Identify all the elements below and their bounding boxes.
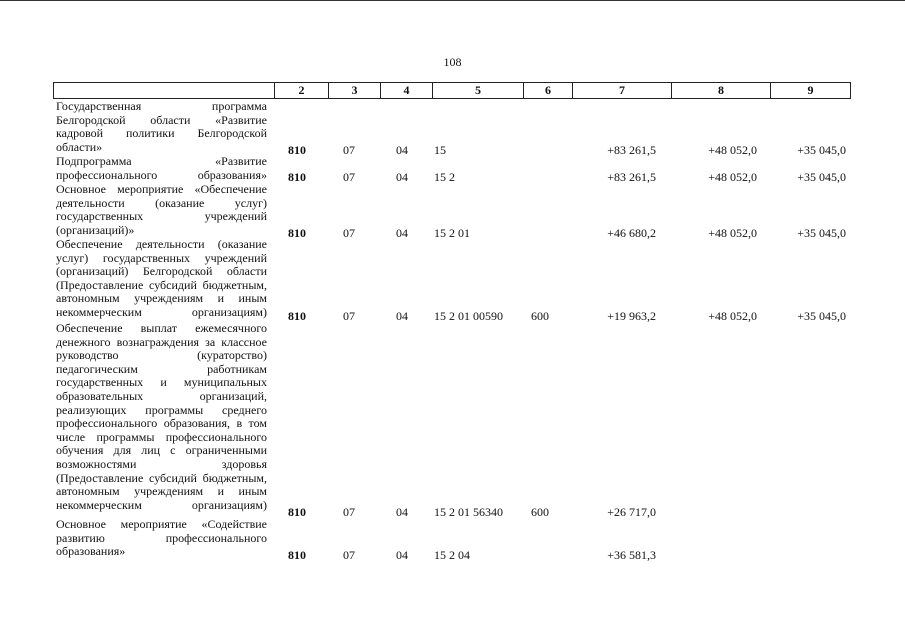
row-col-2: 810 — [288, 309, 306, 323]
header-row — [54, 83, 851, 99]
row-col-4: 04 — [396, 226, 408, 240]
row-col-3: 07 — [343, 309, 355, 323]
row-col-3: 07 — [343, 548, 355, 562]
column-header-table — [53, 82, 851, 99]
row-description: Обеспечение выплат ежемесячного денежного вознаграждения за классное руководство (кураторство) педагогическим работникам государственных и муниципальных образовательных организаций, реализующих программы среднего профессионального образования, в том числе программы профессионального обучения для лиц с ограниченными возможностями здоровья (Предоставление субсидий бюджетным, автономным учреждениям и иным некоммерческим организациям) — [56, 321, 267, 512]
row-col-4: 04 — [396, 505, 408, 519]
row-col-5: 15 — [434, 143, 446, 157]
row-col-4: 04 — [396, 309, 408, 323]
row-description: Подпрограмма «Развитие профессионального образования» — [56, 154, 267, 182]
row-col-7: +26 717,0 — [607, 505, 656, 519]
header-col-4: 4 — [381, 83, 433, 99]
row-col-8: +48 052,0 — [708, 226, 757, 240]
row-col-3: 07 — [343, 505, 355, 519]
header-col-3: 3 — [329, 83, 381, 99]
row-description: Основное мероприятие «Содействие развитию профессионального образования» — [56, 517, 267, 559]
row-col-9: +35 045,0 — [797, 143, 846, 157]
row-col-2: 810 — [288, 143, 306, 157]
row-col-5: 15 2 01 56340 — [434, 505, 503, 519]
row-col-5: 15 2 01 — [434, 226, 470, 240]
row-description: Обеспечение деятельности (оказание услуг) государственных учреждений (организаций) Белгородской области (Предоставление субсидий бюджетным, автономным учреждениям и иным некоммерческим организациям) — [56, 237, 267, 319]
row-col-2: 810 — [288, 226, 306, 240]
header-col-1 — [54, 83, 275, 99]
header-col-8: 8 — [672, 83, 771, 99]
row-col-7: +36 581,3 — [607, 548, 656, 562]
row-col-4: 04 — [396, 170, 408, 184]
top-rule — [0, 0, 905, 1]
row-col-5: 15 2 01 00590 — [434, 309, 503, 323]
row-description: Основное мероприятие «Обеспечение деятельности (оказание услуг) государственных учреждений (организаций)» — [56, 182, 267, 237]
row-col-5: 15 2 04 — [434, 548, 470, 562]
page-number: 108 — [443, 55, 462, 69]
row-col-3: 07 — [343, 170, 355, 184]
row-col-7: +46 680,2 — [607, 226, 656, 240]
row-col-7: +83 261,5 — [607, 143, 656, 157]
row-col-7: +83 261,5 — [607, 170, 656, 184]
row-col-5: 15 2 — [434, 170, 455, 184]
row-description: Государственная программа Белгородской области «Развитие кадровой политики Белгородской области» — [56, 99, 267, 154]
row-col-2: 810 — [288, 170, 306, 184]
row-col-8: +48 052,0 — [708, 143, 757, 157]
row-col-6: 600 — [531, 505, 549, 519]
row-col-4: 04 — [396, 548, 408, 562]
row-col-7: +19 963,2 — [607, 309, 656, 323]
header-col-2: 2 — [275, 83, 329, 99]
row-col-6: 600 — [531, 309, 549, 323]
row-col-2: 810 — [288, 548, 306, 562]
header-col-6: 6 — [524, 83, 573, 99]
row-col-8: +48 052,0 — [708, 309, 757, 323]
row-col-3: 07 — [343, 226, 355, 240]
header-col-7: 7 — [573, 83, 672, 99]
row-col-9: +35 045,0 — [797, 309, 846, 323]
row-col-2: 810 — [288, 505, 306, 519]
header-col-9: 9 — [771, 83, 851, 99]
row-col-3: 07 — [343, 143, 355, 157]
row-col-8: +48 052,0 — [708, 170, 757, 184]
row-col-9: +35 045,0 — [797, 226, 846, 240]
row-col-4: 04 — [396, 143, 408, 157]
header-col-5: 5 — [433, 83, 524, 99]
row-col-9: +35 045,0 — [797, 170, 846, 184]
